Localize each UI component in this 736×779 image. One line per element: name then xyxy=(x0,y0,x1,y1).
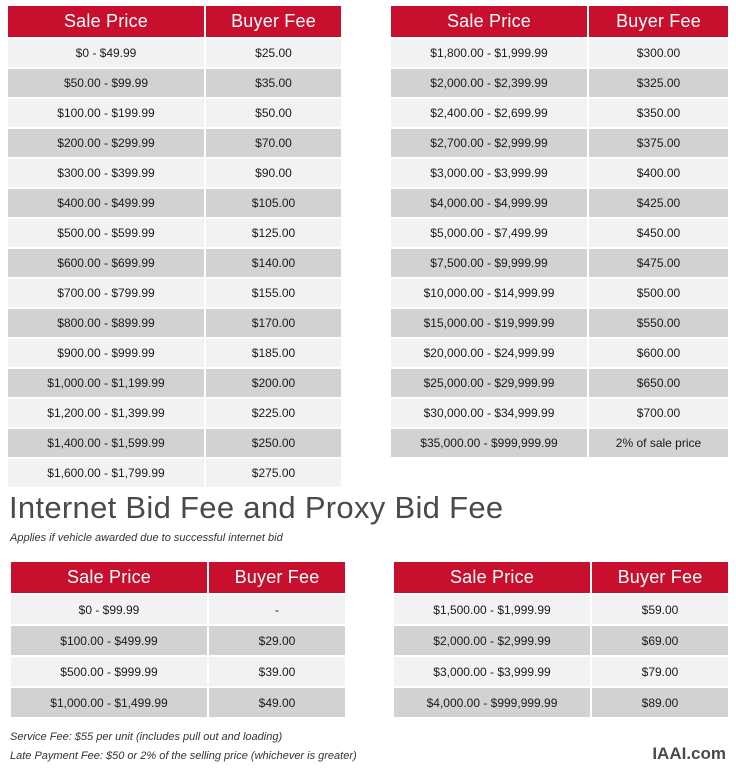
buyer-fee-cell: $140.00 xyxy=(206,249,341,277)
buyer-fee-cell: $375.00 xyxy=(589,129,728,157)
sale-price-header: Sale Price xyxy=(8,6,204,37)
table-header-row xyxy=(394,562,728,593)
buyer-fee-cell: $250.00 xyxy=(206,429,341,457)
sale-price-cell: $1,200.00 - $1,399.99 xyxy=(8,399,204,427)
buyer-fee-header: Buyer Fee xyxy=(589,6,728,37)
buyer-fee-header: Buyer Fee xyxy=(209,562,345,593)
buyer-fee-cell: $29.00 xyxy=(209,626,345,655)
buyer-fee-cell: $200.00 xyxy=(206,369,341,397)
buyer-fee-cell: $59.00 xyxy=(592,595,728,624)
buyer-fee-cell: $185.00 xyxy=(206,339,341,367)
sale-price-cell: $400.00 - $499.99 xyxy=(8,189,204,217)
table-row xyxy=(391,249,728,277)
sale-price-cell: $0 - $49.99 xyxy=(8,39,204,67)
sale-price-cell: $600.00 - $699.99 xyxy=(8,249,204,277)
table-row xyxy=(8,39,341,67)
buyer-fee-cell: $50.00 xyxy=(206,99,341,127)
table-row xyxy=(394,626,728,655)
table-row xyxy=(8,309,341,337)
buyer-fee-header: Buyer Fee xyxy=(592,562,728,593)
table-row xyxy=(11,657,345,686)
table-row xyxy=(391,39,728,67)
sale-price-cell: $1,600.00 - $1,799.99 xyxy=(8,459,204,487)
internet-bid-fee-table-2 xyxy=(392,560,730,719)
table-row xyxy=(394,595,728,624)
buyer-fee-cell: $350.00 xyxy=(589,99,728,127)
table-header-row xyxy=(11,562,345,593)
late-payment-fee-note: Late Payment Fee: $50 or 2% of the selling price (whichever is greater) xyxy=(10,750,357,762)
table-row xyxy=(8,459,341,487)
table-header-row xyxy=(391,6,728,37)
buyer-fee-cell: $475.00 xyxy=(589,249,728,277)
table-row xyxy=(11,626,345,655)
table-row xyxy=(8,399,341,427)
buyer-fee-cell: $600.00 xyxy=(589,339,728,367)
table-row xyxy=(8,159,341,187)
table-row xyxy=(391,99,728,127)
buyer-fee-cell: $225.00 xyxy=(206,399,341,427)
buyer-fee-cell: $70.00 xyxy=(206,129,341,157)
buyer-fee-cell: $49.00 xyxy=(209,688,345,717)
sale-price-cell: $1,400.00 - $1,599.99 xyxy=(8,429,204,457)
table-row xyxy=(391,159,728,187)
table-row xyxy=(8,99,341,127)
buyer-fee-cell: $425.00 xyxy=(589,189,728,217)
section-title: Internet Bid Fee and Proxy Bid Fee xyxy=(9,490,504,525)
buyer-fee-cell: 2% of sale price xyxy=(589,429,728,457)
table-row xyxy=(8,129,341,157)
brand-logo-text[interactable]: IAAI.com xyxy=(652,744,726,763)
table-row xyxy=(391,339,728,367)
buyer-fee-cell: $125.00 xyxy=(206,219,341,247)
sale-price-cell: $1,800.00 - $1,999.99 xyxy=(391,39,587,67)
table-header-row xyxy=(8,6,341,37)
buyer-fee-cell: $550.00 xyxy=(589,309,728,337)
sale-price-cell: $3,000.00 - $3,999.99 xyxy=(391,159,587,187)
buyer-fee-cell: $325.00 xyxy=(589,69,728,97)
sale-price-cell: $900.00 - $999.99 xyxy=(8,339,204,367)
buyer-fee-header: Buyer Fee xyxy=(206,6,341,37)
buyer-fee-cell: $89.00 xyxy=(592,688,728,717)
sale-price-cell: $800.00 - $899.99 xyxy=(8,309,204,337)
service-fee-note: Service Fee: $55 per unit (includes pull out and loading) xyxy=(10,731,283,743)
sale-price-cell: $1,500.00 - $1,999.99 xyxy=(394,595,590,624)
sale-price-cell: $2,400.00 - $2,699.99 xyxy=(391,99,587,127)
table-row xyxy=(11,595,345,624)
table-row xyxy=(394,688,728,717)
table-row xyxy=(8,69,341,97)
sale-price-cell: $100.00 - $499.99 xyxy=(11,626,207,655)
sale-price-cell: $1,000.00 - $1,499.99 xyxy=(11,688,207,717)
sale-price-header: Sale Price xyxy=(11,562,207,593)
table-row xyxy=(391,399,728,427)
buyer-fee-table-1 xyxy=(6,4,343,489)
buyer-fee-cell: $300.00 xyxy=(589,39,728,67)
sale-price-cell: $100.00 - $199.99 xyxy=(8,99,204,127)
buyer-fee-cell: $170.00 xyxy=(206,309,341,337)
table-row xyxy=(391,129,728,157)
table-row xyxy=(8,189,341,217)
buyer-fee-cell: $500.00 xyxy=(589,279,728,307)
sale-price-cell: $35,000.00 - $999,999.99 xyxy=(391,429,587,457)
table-row xyxy=(8,249,341,277)
table-row xyxy=(391,369,728,397)
sale-price-cell: $500.00 - $999.99 xyxy=(11,657,207,686)
sale-price-header: Sale Price xyxy=(391,6,587,37)
buyer-fee-cell: $35.00 xyxy=(206,69,341,97)
table-row xyxy=(391,279,728,307)
sale-price-cell: $15,000.00 - $19,999.99 xyxy=(391,309,587,337)
table-row xyxy=(11,688,345,717)
table-row xyxy=(391,429,728,457)
sale-price-cell: $2,000.00 - $2,399.99 xyxy=(391,69,587,97)
buyer-fee-cell: $400.00 xyxy=(589,159,728,187)
table-row xyxy=(391,69,728,97)
table-row xyxy=(8,339,341,367)
sale-price-cell: $30,000.00 - $34,999.99 xyxy=(391,399,587,427)
sale-price-cell: $3,000.00 - $3,999.99 xyxy=(394,657,590,686)
buyer-fee-cell: $275.00 xyxy=(206,459,341,487)
table-row xyxy=(391,219,728,247)
sale-price-header: Sale Price xyxy=(394,562,590,593)
sale-price-cell: $0 - $99.99 xyxy=(11,595,207,624)
sale-price-cell: $4,000.00 - $999,999.99 xyxy=(394,688,590,717)
sale-price-cell: $700.00 - $799.99 xyxy=(8,279,204,307)
sale-price-cell: $50.00 - $99.99 xyxy=(8,69,204,97)
buyer-fee-cell: $700.00 xyxy=(589,399,728,427)
sale-price-cell: $4,000.00 - $4,999.99 xyxy=(391,189,587,217)
sale-price-cell: $200.00 - $299.99 xyxy=(8,129,204,157)
buyer-fee-cell: $650.00 xyxy=(589,369,728,397)
sale-price-cell: $25,000.00 - $29,999.99 xyxy=(391,369,587,397)
sale-price-cell: $7,500.00 - $9,999.99 xyxy=(391,249,587,277)
buyer-fee-cell: - xyxy=(209,595,345,624)
table-row xyxy=(391,309,728,337)
sale-price-cell: $500.00 - $599.99 xyxy=(8,219,204,247)
buyer-fee-cell: $155.00 xyxy=(206,279,341,307)
buyer-fee-table-2 xyxy=(389,4,730,459)
buyer-fee-cell: $69.00 xyxy=(592,626,728,655)
buyer-fee-cell: $79.00 xyxy=(592,657,728,686)
buyer-fee-cell: $39.00 xyxy=(209,657,345,686)
sale-price-cell: $2,000.00 - $2,999.99 xyxy=(394,626,590,655)
table-row xyxy=(8,369,341,397)
sale-price-cell: $10,000.00 - $14,999.99 xyxy=(391,279,587,307)
table-row xyxy=(8,279,341,307)
internet-bid-fee-table-1 xyxy=(9,560,347,719)
buyer-fee-cell: $450.00 xyxy=(589,219,728,247)
table-row xyxy=(8,429,341,457)
section-subtitle: Applies if vehicle awarded due to successful internet bid xyxy=(10,532,283,544)
table-row xyxy=(391,189,728,217)
sale-price-cell: $2,700.00 - $2,999.99 xyxy=(391,129,587,157)
buyer-fee-cell: $90.00 xyxy=(206,159,341,187)
table-row xyxy=(394,657,728,686)
table-row xyxy=(8,219,341,247)
sale-price-cell: $5,000.00 - $7,499.99 xyxy=(391,219,587,247)
sale-price-cell: $20,000.00 - $24,999.99 xyxy=(391,339,587,367)
sale-price-cell: $300.00 - $399.99 xyxy=(8,159,204,187)
buyer-fee-cell: $25.00 xyxy=(206,39,341,67)
sale-price-cell: $1,000.00 - $1,199.99 xyxy=(8,369,204,397)
buyer-fee-cell: $105.00 xyxy=(206,189,341,217)
